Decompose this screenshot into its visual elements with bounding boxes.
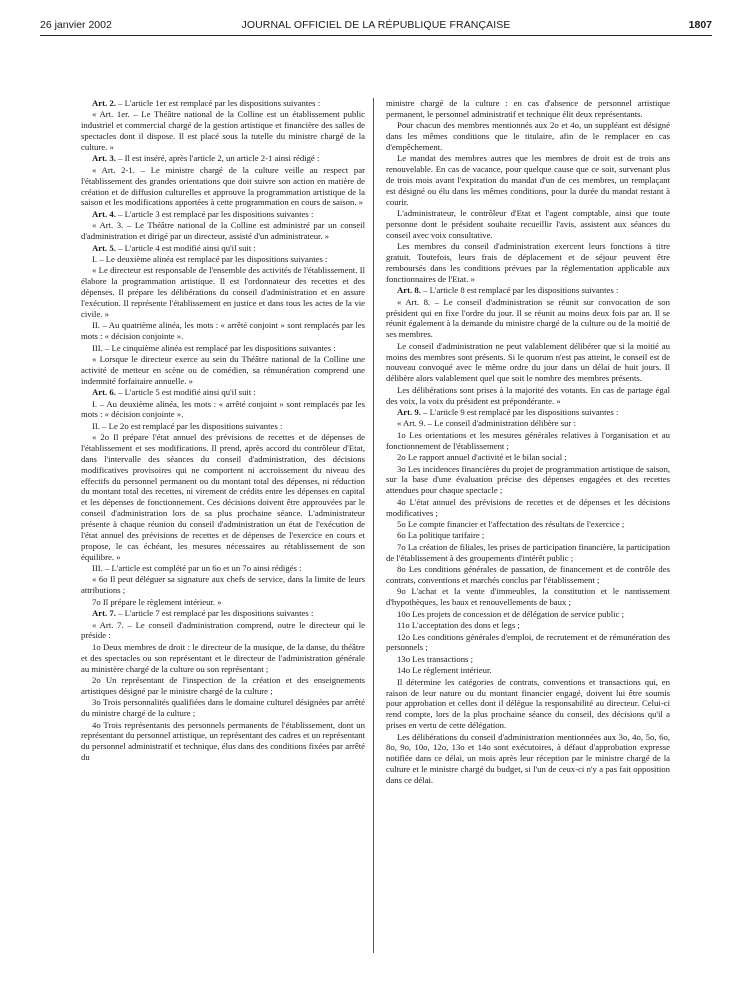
article-number: Art. 4. (92, 208, 116, 219)
paragraph-text: – L'article 4 est modifié ainsi qu'il suit : (115, 242, 256, 253)
paragraph (81, 343, 365, 354)
paragraph (386, 241, 670, 284)
paragraph (386, 430, 670, 452)
paragraph (386, 542, 670, 564)
header-date: 26 janvier 2002 (40, 19, 112, 31)
paragraph (81, 720, 365, 763)
paragraph (81, 254, 365, 265)
paragraph (386, 464, 670, 497)
paragraph-text: 3o Les incidences financières du projet de programmation artistique de saison, sur la base d'une évaluation précise des dépenses engagées et des recettes attendues pour chaque spectacle ; (386, 463, 670, 496)
paragraph-text: « Le directeur est responsable de l'ensemble des activités de l'établissement. Il élabore la programmation artistique. Il est l'ordonnateur des recettes et des dépenses. Il prépare les délibérations du conseil d'administration et en assure l'exécution. Il représente l'établissement en justice et dans tous les actes de la vie civile. » (81, 265, 365, 319)
paragraph-text: III. – Le cinquième alinéa est remplacé par les dispositions suivantes : (92, 342, 336, 353)
paragraph (386, 665, 670, 676)
paragraph-text: 14o Le règlement intérieur. (397, 665, 492, 676)
paragraph (386, 285, 670, 296)
article-number: Art. 3. (92, 153, 116, 164)
paragraph-text: II. – Le 2o est remplacé par les dispositions suivantes : (92, 420, 283, 431)
paragraph-text: Les délibérations du conseil d'administration mentionnées aux 3o, 4o, 5o, 6o, 8o, 9o, 10o, 12o, 13o et 14o sont exécutoires, à défaut d'approbation expresse notifiée dans ce délai, un mois après leur réception par le ministre chargé de la culture et le ministre chargé du budget, si l'un de ceux-ci n'y a pas fait opposition dans ce délai. (386, 731, 670, 785)
paragraph-text: 7o La création de filiales, les prises de participation financière, la participation de l'établissement à des groupements d'intérêt public ; (386, 541, 670, 563)
paragraph (81, 697, 365, 719)
paragraph (81, 220, 365, 242)
paragraph (386, 609, 670, 620)
paragraph-text: 3o Trois personnalités qualifiées dans le domaine culturel désignées par arrêté du ministre chargé de la culture ; (81, 697, 365, 719)
paragraph-text: L'administrateur, le contrôleur d'Etat et l'agent comptable, ainsi que toute personne dont le président souhaite recueillir l'avis, assistent aux séances du conseil avec voix consultative. (386, 208, 670, 240)
paragraph (81, 597, 365, 608)
paragraph-text: – L'article 7 est remplacé par les dispositions suivantes : (115, 608, 314, 619)
paragraph (386, 120, 670, 153)
paragraph (386, 632, 670, 654)
paragraph-text: « 6o Il peut déléguer sa signature aux chefs de service, dans la limite de leurs attributions ; (81, 574, 365, 596)
paragraph (81, 209, 365, 220)
paragraph-text: 1o Les orientations et les mesures générales relatives à l'organisation et au fonctionnement de l'établissement ; (386, 429, 670, 451)
paragraph (81, 608, 365, 619)
paragraph-text: 2o Un représentant de l'inspection de la création et des enseignements artistiques désigné par le ministre chargé de la culture ; (81, 674, 365, 696)
paragraph-text: – L'article 3 est remplacé par les dispositions suivantes : (115, 208, 314, 219)
paragraph-text: – L'article 9 est remplacé par les dispositions suivantes : (420, 406, 619, 417)
paragraph-text: « Lorsque le directeur exerce au sein du Théâtre national de la Colline une activité de metteur en scène ou de comédien, sa rémunération comprend une indemnité forfaitaire annuelle. » (81, 353, 365, 386)
paragraph-text: 10o Les projets de concession et de délégation de service public ; (397, 608, 625, 619)
paragraph-text: I. – Au deuxième alinéa, les mots : « arrêté conjoint » sont remplacés par les mots : « décision conjointe ». (81, 398, 365, 420)
paragraph (81, 563, 365, 574)
paragraph-text: 5o Le compte financier et l'affectation des résultats de l'exercice ; (397, 518, 625, 529)
paragraph-text: 9o L'achat et la vente d'immeubles, la constitution et le nantissement d'hypothèques, les baux et renouvellements de baux ; (386, 586, 670, 608)
paragraph (386, 732, 670, 786)
paragraph-text: Le conseil d'administration ne peut valablement délibérer que si la moitié au moins des membres sont présents. Si le quorum n'est pas atteint, le conseil est de nouveau convoqué avec le même ordre du jour dans un délai de huit jours. Il délibère alors valablement quel que soit le nombre des membres présents. (386, 340, 670, 384)
article-number: Art. 6. (92, 387, 116, 398)
header-rule (40, 35, 712, 36)
paragraph (386, 654, 670, 665)
paragraph-text: 8o Les conditions générales de passation, de financement et de contrôle des contrats, conventions et marchés conclus par l'établissement ; (386, 564, 670, 585)
paragraph-text: 7o Il prépare le règlement intérieur. » (92, 596, 222, 607)
paragraph-text: – L'article 8 est remplacé par les dispositions suivantes : (420, 285, 619, 296)
paragraph (386, 564, 670, 586)
page-number: 1807 (688, 19, 712, 31)
paragraph (81, 432, 365, 562)
paragraph (386, 407, 670, 418)
paragraph-text: « Art. 2-1. – Le ministre chargé de la culture veille au respect par l'établissement des grandes orientations que doit suivre son action en matière de création et de diffusion culturelles et approuve la programmation artistique de la saison et les modifications apportées à cette programmation en cours de saison. » (81, 164, 365, 208)
paragraph (386, 385, 670, 407)
paragraph-text: « 2o Il prépare l'état annuel des prévisions de recettes et de dépenses de l'établissement et ses modifications. Il prend, après accord du contrôleur d'Etat, dans l'intervalle des séances du conseil d'administration, des décisions modificatives provisoires qui ne comportent ni accroissement du niveau des effectifs du personnel permanent ou du montant total des dépenses, ni réduction du montant total des recettes, ni virement de crédits entre les dépenses en capital et les dépenses de fonctionnement. Ces décisions doivent être approuvées par le conseil d'administration lors de sa plus prochaine séance. L'administrateur présente à chaque réunion du conseil d'administration un état de l'exécution de l'état annuel des prévisions de recettes et de dépenses de l'exercice en cours et propose, le cas échéant, les mesures nécessaires au rétablissement de son équilibre. » (81, 432, 365, 562)
right-column (386, 98, 670, 786)
paragraph-text: Pour chacun des membres mentionnés aux 2o et 4o, un suppléant est désigné dans les mêmes conditions que le titulaire, afin de le remplacer en cas d'empêchement. (386, 120, 670, 152)
paragraph-text: ministre chargé de la culture : en cas d'absence de personnel artistique permanent, le personnel administratif et technique élit deux représentants. (386, 98, 670, 119)
journal-title: JOURNAL OFFICIEL DE LA RÉPUBLIQUE FRANÇAISE (241, 19, 511, 31)
article-number: Art. 8. (397, 285, 421, 296)
paragraph-text: « Art. 8. – Le conseil d'administration se réunit sur convocation de son président qui en fixe l'ordre du jour. Il se réunit au moins deux fois par an. Il se réunit également à la demande du ministre chargé de la culture ou de la moitié de ses membres. (386, 296, 670, 340)
paragraph (386, 153, 670, 207)
paragraph (81, 421, 365, 432)
paragraph (386, 208, 670, 241)
paragraph-text: 6o La politique tarifaire ; (397, 530, 485, 541)
paragraph-text: – L'article 5 est modifié ainsi qu'il suit : (115, 387, 256, 398)
paragraph (386, 98, 670, 120)
paragraph-text: 4o L'état annuel des prévisions de recettes et de dépenses et les décisions modificatives ; (386, 496, 670, 518)
paragraph (81, 243, 365, 254)
paragraph-text: III. – L'article est complété par un 6o et un 7o ainsi rédigés : (92, 562, 302, 573)
paragraph (386, 341, 670, 384)
paragraph (81, 675, 365, 697)
paragraph-text: – Il est inséré, après l'article 2, un article 2-1 ainsi rédigé : (115, 153, 320, 164)
paragraph (386, 418, 670, 429)
paragraph (81, 387, 365, 398)
paragraph-text: – L'article 1er est remplacé par les dispositions suivantes : (115, 98, 321, 108)
paragraph-text: Les membres du conseil d'administration exercent leurs fonctions à titre gratuit. Toutefois, leurs frais de déplacement et de séjour peuvent être remboursés dans les conditions prévues par la réglementation applicable aux fonctionnaires de l'Etat. » (386, 241, 670, 284)
paragraph (81, 320, 365, 342)
article-number: Art. 7. (92, 608, 116, 619)
paragraph (386, 519, 670, 530)
paragraph-text: « Art. 9. – Le conseil d'administration délibère sur : (397, 418, 576, 429)
paragraph-text: 11o L'acceptation des dons et legs ; (397, 620, 520, 631)
paragraph (386, 452, 670, 463)
paragraph (386, 497, 670, 519)
page-header (40, 16, 712, 34)
paragraph (81, 109, 365, 152)
paragraph-text: Il détermine les catégories de contrats, conventions et transactions qui, en raison de leur nature ou du montant financier engagé, doivent lui être soumis pour approbation et celles dont il délègue la responsabilité au directeur. Celui-ci rend compte, lors de la plus prochaine séance du conseil, des décisions qu'il a prises en vertu de cette délégation. (386, 676, 670, 731)
paragraph (386, 530, 670, 541)
paragraph (386, 677, 670, 731)
article-number: Art. 5. (92, 242, 116, 253)
paragraph (386, 297, 670, 340)
paragraph (81, 620, 365, 642)
paragraph-text: II. – Au quatrième alinéa, les mots : « arrêté conjoint » sont remplacés par les mots : « décision conjointe ». (81, 320, 365, 342)
paragraph (81, 399, 365, 421)
paragraph-text: 1o Deux membres de droit : le directeur de la musique, de la danse, du théâtre et des spectacles ou son représentant et le directeur de l'administration générale au ministère chargé de la culture ou son représentant ; (81, 641, 365, 674)
paragraph-text: Le mandat des membres autres que les membres de droit est de trois ans renouvelable. En cas de vacance, pour quelque cause que ce soit, survenant plus de trois mois avant l'expiration du mandat d'un de ces membres, un remplaçant est désigné ou élu dans les mêmes conditions, pour la durée du mandat restant à courir. (386, 153, 670, 207)
paragraph-text: « Art. 1er. – Le Théâtre national de la Colline est un établissement public industriel et commercial chargé de la gestion artistique et financière des salles de spectacles dont il dispose. Il est placé sous la tutelle du ministre chargé de la culture. » (81, 109, 365, 152)
left-column (81, 98, 365, 763)
paragraph-text: « Art. 7. – Le conseil d'administration comprend, outre le directeur qui le préside : (81, 619, 365, 641)
paragraph (81, 574, 365, 596)
paragraph (81, 153, 365, 164)
paragraph-text: 2o Le rapport annuel d'activité et le bilan social ; (397, 452, 567, 463)
paragraph (386, 586, 670, 608)
paragraph (386, 620, 670, 631)
paragraph-text: 13o Les transactions ; (397, 653, 473, 664)
paragraph (81, 642, 365, 675)
paragraph-text: 4o Trois représentants des personnels permanents de l'établissement, dont un représentant du personnel artistique, un représentant des cadres et un représentant du personnel administratif et technique, élus dans des conditions fixées par arrêté du (81, 719, 365, 763)
article-number: Art. 2. (92, 98, 116, 108)
paragraph (81, 98, 365, 109)
paragraph (81, 354, 365, 387)
paragraph (81, 165, 365, 208)
paragraph-text: « Art. 3. – Le Théâtre national de la Colline est administré par un conseil d'administration et dirigé par un directeur, assisté d'un administrateur. » (81, 220, 365, 242)
paragraph (81, 265, 365, 319)
paragraph-text: 12o Les conditions générales d'emploi, de recrutement et de rémunération des personnels ; (386, 631, 670, 653)
paragraph-text: Les délibérations sont prises à la majorité des votants. En cas de partage égal des voix, la voix du président est prépondérante. » (386, 384, 670, 406)
article-number: Art. 9. (397, 406, 421, 417)
paragraph-text: I. – Le deuxième alinéa est remplacé par les dispositions suivantes : (92, 253, 328, 264)
column-divider (373, 98, 374, 953)
